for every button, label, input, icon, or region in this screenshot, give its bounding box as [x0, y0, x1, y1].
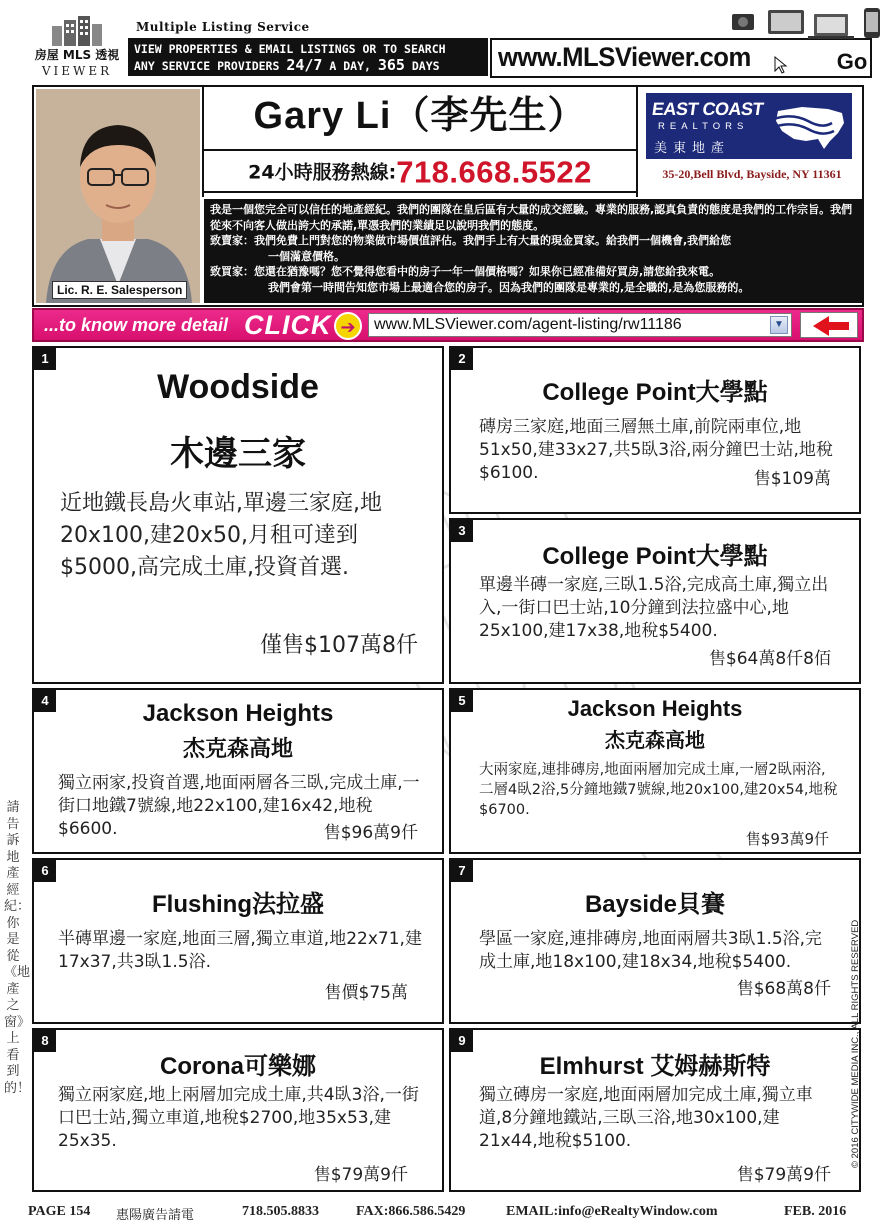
go-button[interactable]: Go [836, 49, 868, 74]
listing-number: 4 [34, 690, 56, 712]
listing-title: Flushing法拉盛 [152, 891, 324, 918]
listing-title: Corona可樂娜 [160, 1053, 316, 1080]
listing-price: 售$79萬9仟 [313, 1165, 408, 1185]
logo-viewer-text: VIEWER [41, 64, 113, 78]
listing-number: 2 [451, 348, 473, 370]
footer [28, 1200, 868, 1226]
click-bar[interactable] [32, 308, 864, 342]
arrow-left-icon [801, 313, 859, 339]
agent-portrait-icon [36, 89, 200, 303]
hotline-label: 24小時服務熱線: [248, 161, 397, 184]
logo-text: 房屋 MLS 透視 [34, 48, 120, 62]
listing-price: 售$109萬 [753, 469, 831, 489]
listing-description: 獨立兩家,投資首選,地面兩層各三臥,完成土庫,一街口地鐵7號線,地22x100,建16x42,地稅$6600. [58, 773, 420, 839]
listing-card[interactable] [32, 346, 444, 684]
listing-price: 售$93萬9仟 [745, 830, 829, 848]
listing-price: 售$68萬8仟 [736, 979, 831, 999]
building-icon [50, 16, 104, 46]
devices-icon [728, 4, 886, 42]
footer-ad-line: 惠陽廣告請電 [116, 1208, 195, 1223]
listing-card[interactable] [32, 688, 444, 854]
agent-desc-sellers: 致賣家：我們免費上門對您的物業做市場價值評估。我們手上有大量的現金買家。給我們一個機會,我們給您 [210, 234, 732, 247]
back-button[interactable] [800, 312, 858, 338]
divider [636, 87, 638, 197]
agent-listing-url-value: www.MLSViewer.com/agent-listing/rw11186 [374, 316, 682, 333]
listing-card[interactable] [449, 858, 861, 1024]
cursor-icon [774, 56, 788, 74]
mls-title: Multiple Listing Service [136, 20, 310, 34]
listing-title: Jackson Heights [567, 696, 743, 721]
agent-description [204, 199, 862, 303]
listing-card[interactable] [449, 346, 861, 514]
site-url-link[interactable]: www.MLSViewer.com [498, 42, 751, 72]
listing-card[interactable] [32, 858, 444, 1024]
listing-price: 售價$75萬 [324, 983, 408, 1003]
page-number: PAGE 154 [28, 1204, 91, 1219]
footer-phone: 718.505.8833 [242, 1204, 319, 1219]
listing-title-cn: 木邊三家 [170, 434, 306, 474]
brokerage-sub: REALTORS [658, 121, 749, 132]
header-banner [28, 10, 880, 82]
listing-number: 5 [451, 690, 473, 712]
listing-description: 學區一家庭,連排磚房,地面兩層共3臥1.5浴,完成土庫,地18x100,建18x34,地稅$5400. [479, 929, 823, 972]
brokerage-address: 35-20,Bell Blvd, Bayside, NY 11361 [662, 167, 842, 181]
listing-number: 7 [451, 860, 473, 882]
listing-description: 獨立磚房一家庭,地面兩層加完成土庫,獨立車道,8分鐘地鐵站,三臥三浴,地30x100,建21x44,地稅$5100. [479, 1085, 813, 1151]
agent-name: Gary Li（李先生） [253, 95, 587, 137]
footer-fax: FAX:866.586.5429 [356, 1204, 466, 1219]
listing-number: 8 [34, 1030, 56, 1052]
tagline-line1: VIEW PROPERTIES & EMAIL LISTINGS OR TO SEARCH [134, 42, 446, 56]
agent-desc-intro: 我是一個您完全可以信任的地產經紀。我們的團隊在皇后區有大量的成交經驗。專業的服務,認真負責的態度是我們的工作宗旨。我們從來不向客人做出誇大的承諾,單憑我們的業績足以說明我們的態度。 [210, 203, 853, 232]
listing-title: College Point大學點 [542, 379, 768, 406]
arrow-right-icon[interactable]: ➔ [334, 312, 362, 340]
listing-title-cn: 杰克森高地 [182, 737, 293, 762]
brokerage-cn: 美東地產 [654, 141, 731, 156]
agent-desc-buyers: 致買家：您還在猶豫嗎？您不覺得您看中的房子一年一個價格嗎？如果你已經准備好買房,請您給我來電。 [210, 265, 721, 278]
hotline [204, 149, 636, 193]
listing-title: Woodside [157, 368, 319, 406]
usa-map-icon [772, 99, 848, 153]
site-url-box[interactable] [490, 38, 872, 78]
listing-title: Bayside貝賽 [584, 891, 726, 918]
listing-title: College Point大學點 [542, 543, 768, 570]
listing-price: 售$64萬8仟8佰 [708, 649, 831, 669]
tagline-bar [128, 38, 488, 76]
agent-photo [36, 89, 200, 303]
copyright: © 2016 CITYWIDE MEDIA INC., ALL RIGHTS RESERVED [850, 919, 861, 1168]
listing-number: 6 [34, 860, 56, 882]
hotline-number[interactable]: 718.668.5522 [396, 154, 592, 190]
listing-price: 售$96萬9仟 [323, 823, 418, 843]
listing-description: 近地鐵長島火車站,單邊三家庭,地20x100,建20x50,月租可達到$5000,高完成土庫,投資首選. [60, 491, 382, 580]
listing-description: 磚房三家庭,地面三層無土庫,前院兩車位,地51x50,建33x27,共5臥3浴,兩分鐘巴士站,地稅$6100. [479, 417, 833, 483]
footer-email[interactable]: EMAIL:info@eRealtyWindow.com [506, 1204, 718, 1219]
listing-price: 售$79萬9仟 [736, 1165, 831, 1185]
brokerage-logo [646, 93, 852, 159]
listing-description: 獨立兩家庭,地上兩層加完成土庫,共4臥3浴,一街口巴士站,獨立車道,地稅$2700,地35x53,建25x35. [58, 1085, 419, 1151]
agent-listing-url-field[interactable] [368, 313, 792, 337]
listing-description: 大兩家庭,連排磚房,地面兩層加完成土庫,一層2臥兩浴,二層4臥2浴,5分鐘地鐵7號線,地20x100,建20x54,地稅$6700. [479, 762, 838, 818]
tagline-line2: ANY SERVICE PROVIDERS 24/7 A DAY, 365 DAYS [134, 56, 440, 74]
listing-description: 單邊半磚一家庭,三臥1.5浴,完成高土庫,獨立出入,一街口巴士站,10分鐘到法拉盛中心,地25x100,建17x38,地稅$5400. [479, 575, 829, 641]
listing-title: Jackson Heights [142, 700, 334, 727]
mls-viewer-logo[interactable] [28, 16, 126, 80]
agent-card [32, 85, 864, 307]
listing-title-cn: 杰克森高地 [605, 728, 705, 752]
side-note: 請告訴地產經紀：你是從《地產之窗》上看到的！ [4, 800, 31, 1096]
listing-number: 9 [451, 1030, 473, 1052]
license-caption: Lic. R. E. Salesperson [52, 281, 187, 299]
listing-card[interactable] [449, 518, 861, 684]
listing-card[interactable] [32, 1028, 444, 1192]
chevron-down-icon[interactable]: ▼ [770, 316, 788, 334]
brokerage-name: EAST COAST [650, 99, 765, 119]
listing-price: 僅售$107萬8仟 [260, 633, 418, 658]
click-button[interactable]: CLICK [244, 310, 332, 340]
listing-number: 3 [451, 520, 473, 542]
click-lead-text: ...to know more detail [44, 315, 229, 335]
listing-number: 1 [34, 348, 56, 370]
footer-date: FEB. 2016 [784, 1204, 847, 1219]
listing-card[interactable] [449, 688, 861, 854]
listing-description: 半磚單邊一家庭,地面三層,獨立車道,地22x71,建17x37,共3臥1.5浴. [58, 929, 422, 972]
agent-desc-buyers-cont: 我們會第一時間告知您市場上最適合您的房子。因為我們的團隊是專業的,是全職的,是為您服務的。 [268, 280, 750, 294]
listing-title: Elmhurst 艾姆赫斯特 [539, 1053, 771, 1080]
agent-desc-sellers-cont: 一個滿意價格。 [268, 249, 345, 263]
listing-card[interactable] [449, 1028, 861, 1192]
